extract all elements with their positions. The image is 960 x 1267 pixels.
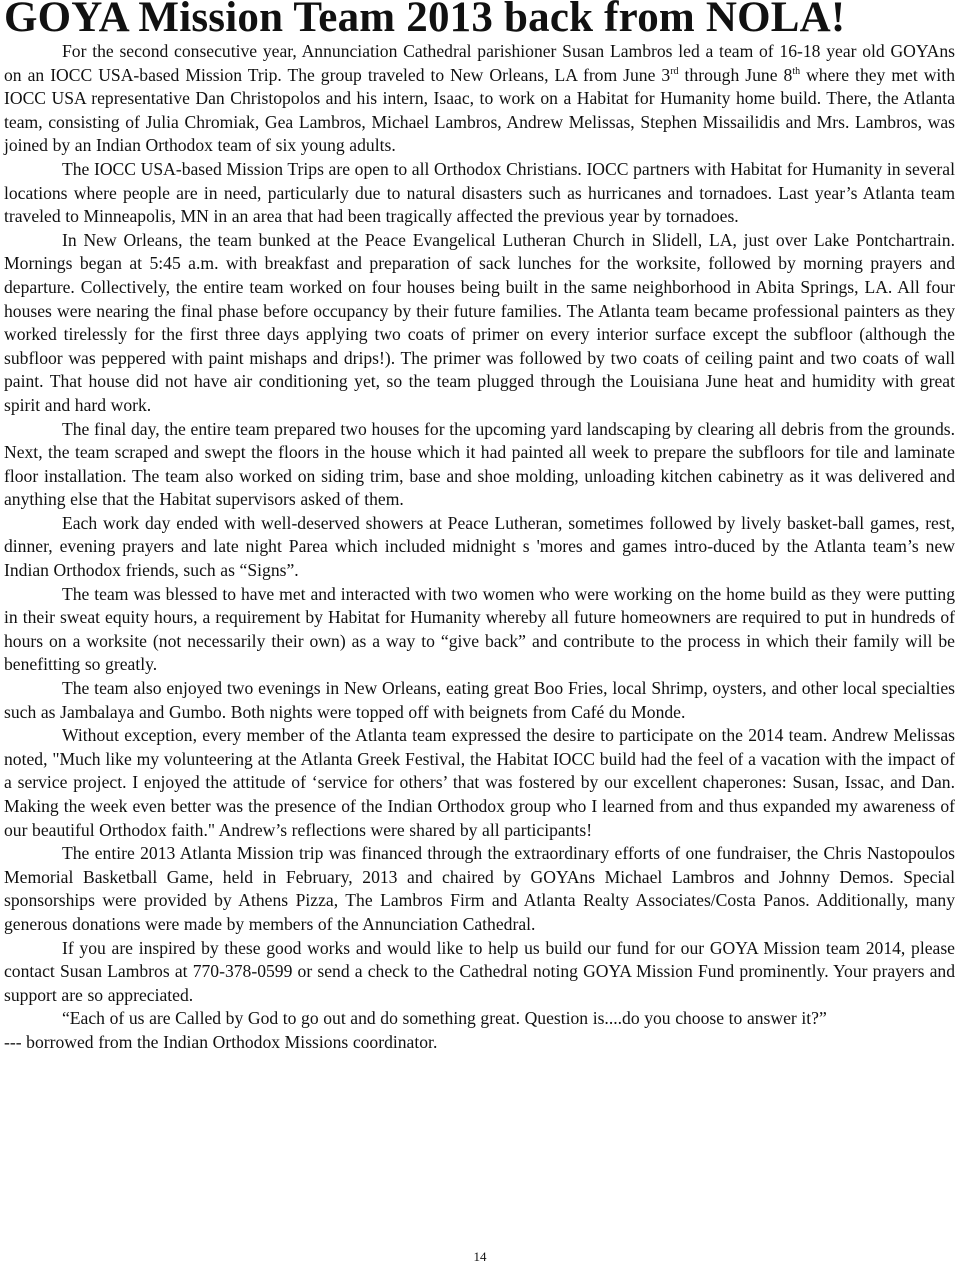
paragraph-10: If you are inspired by these good works and would like to help us build our fund for our GOYA Mission team 2014, please contact Susan Lambros at 770-378-0599 or send a check to the Cathedral noting GOYA Mission Fund prominently. Your prayers and support are so appreciated. [4, 937, 955, 1005]
paragraph-5: Each work day ended with well-deserved showers at Peace Lutheran, sometimes followed by lively basket-ball games, rest, dinner, evening prayers and late night Parea which included midnight s 'mores and games intro-duced by the Atlanta team’s new Indian Orthodox friends, such as “Signs”. [4, 512, 955, 581]
paragraph-1 [4, 40, 955, 158]
page-number: 14 [473, 1249, 487, 1264]
paragraph-9: The entire 2013 Atlanta Mission trip was financed through the extraordinary efforts of one fundraiser, the Chris Nastopoulos Memorial Basketball Game, held in February, 2013 and chaired by GOYAns Michael Lambros and Johnny Demos. Special sponsorships were provided by Athens Pizza, The Lambros Firm and Atlanta Realty Associates/Costa Panos. Additionally, many generous donations were made by members of the Annunciation Cathedral. [4, 843, 955, 934]
paragraph-8: Without exception, every member of the Atlanta team expressed the desire to participate on the 2014 team. Andrew Melissas noted, "Much like my volunteering at the Atlanta Greek Festival, the Habitat IOCC build had the feel of a vacation with the impact of a service project. I enjoyed the attitude of ‘service for others’ that was fostered by our excellent chaperones: Susan, Issac, and Dan. Making the week even better was the presence of the Indian Orthodox group who I learned from and thus expanded my awareness of our beautiful Orthodox faith." Andrew’s reflections were shared by all participants! [4, 725, 955, 840]
ordinal-suffix-rd: rd [670, 65, 679, 77]
paragraph-6: The team was blessed to have met and interacted with two women who were working on the home build as they were putting in their sweat equity hours, a requirement by Habitat for Humanity whereby all future homeowners are required to put in hundreds of hours on a worksite (not necessarily their own) as a way to “give back” and contribute to the process in which their family will be benefitting so greatly. [4, 583, 955, 675]
paragraph-1-text-a: For the second consecutive year, Annunciation Cathedral parishioner Susan Lambros led a team of 16-18 year old GOYAns on an IOCC USA-based Mission Trip. The group traveled to New Orleans, LA from June 3 [4, 41, 955, 85]
article-body [4, 40, 955, 1055]
article-title: GOYA Mission Team 2013 back from NOLA! [4, 0, 846, 41]
closing-quote: “Each of us are Called by God to go out and do something great. Question is....do you choose to answer it?” [62, 1008, 827, 1029]
ordinal-suffix-th: th [792, 65, 801, 77]
paragraph-1-text-b: through June 8 [678, 64, 793, 85]
quote-attribution: --- borrowed from the Indian Orthodox Missions coordinator. [4, 1031, 438, 1052]
paragraph-3: In New Orleans, the team bunked at the Peace Evangelical Lutheran Church in Slidell, LA, just over Lake Pontchartrain. Mornings began at 5:45 a.m. with breakfast and preparation of sack lunches for the worksite, followed by morning prayers and departure. Collectively, the entire team worked on four houses being built in the same neighborhood in Abita Springs, LA. All four houses were nearing the final phase before occupancy by their future families. The Atlanta team became professional painters as they worked tirelessly for the first three days applying two coats of primer on every interior surface except the subfloor (although the subfloor was peppered with paint mishaps and drips!). The primer was followed by two coats of ceiling paint and two coats of wall paint. That house did not have air conditioning yet, so the team plugged through the Louisiana June heat and humidity with great spirit and hard work. [4, 229, 955, 415]
paragraph-2: The IOCC USA-based Mission Trips are open to all Orthodox Christians. IOCC partners with Habitat for Humanity in several locations where people are in need, particularly due to natural disasters such as hurricanes and tornadoes. Last year’s Atlanta team traveled to Minneapolis, MN in an area that had been tragically affected the previous year by tornadoes. [4, 158, 955, 227]
paragraph-1-text-c: where they met with IOCC USA representative Dan Christopolos and his intern, Isaac, to work on a Habitat for Humanity home build. There, the Atlanta team, consisting of Julia Chromiak, Gea Lambros, Michael Lambros, Andrew Melissas, Stephen Missailidis and Mrs. Lambros, was joined by an Indian Orthodox team of six young adults. [4, 64, 956, 156]
paragraph-7: The team also enjoyed two evenings in New Orleans, eating great Boo Fries, local Shrimp, oysters, and other local specialties such as Jambalaya and Gumbo. Both nights were topped off with beignets from Café du Monde. [4, 678, 955, 722]
paragraph-4: The final day, the entire team prepared two houses for the upcoming yard landscaping by clearing all debris from the grounds. Next, the team scraped and swept the floors in the house which it had painted all week to prepare the subfloors for tile and laminate floor installation. The team also worked on siding trim, base and shoe molding, unloading kitchen cabinetry as it was delivered and anything else that the Habitat supervisors asked of them. [4, 418, 955, 510]
